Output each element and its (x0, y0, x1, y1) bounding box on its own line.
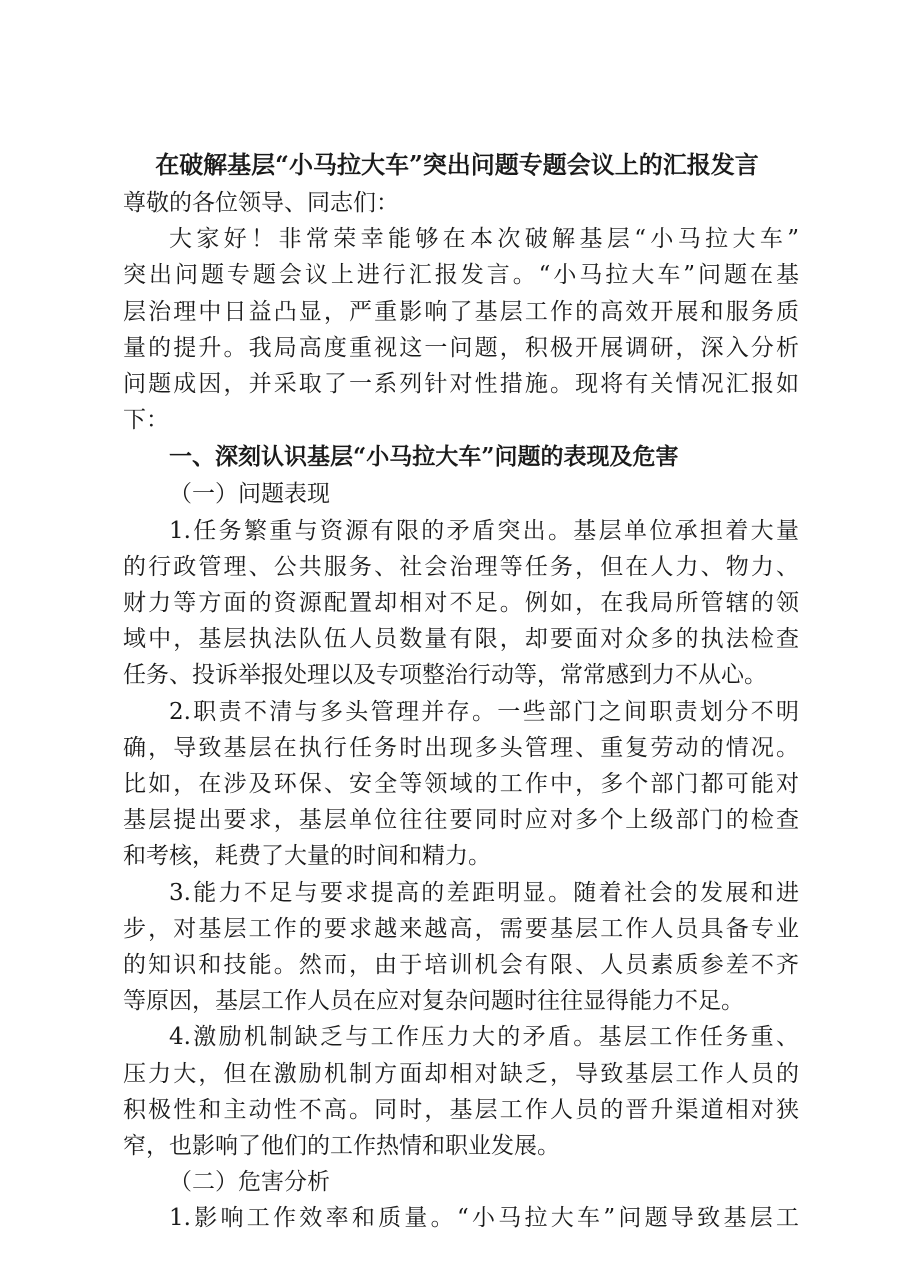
paragraph-line: 下： (123, 407, 169, 434)
paragraph-line: 积极性和主动性不高。同时，基层工作人员的晋升渠道相对狭 (123, 1096, 799, 1123)
paragraph-line: 1.影响工作效率和质量。“小马拉大车”问题导致基层工 (169, 1205, 799, 1232)
paragraph-line: 层治理中日益凸显，严重影响了基层工作的高效开展和服务质 (123, 298, 799, 325)
paragraph-line: 等原因，基层工作人员在应对复杂问题时往往显得能力不足。 (123, 988, 744, 1015)
paragraph-line: 窄，也影响了他们的工作热情和职业发展。 (123, 1133, 560, 1160)
item-paragraph-4 (123, 1019, 799, 1164)
paragraph-line: 基层提出要求，基层单位往往要同时应对多个上级部门的检查 (123, 807, 799, 834)
paragraph-line: 量的提升。我局高度重视这一问题，积极开展调研，深入分析 (123, 334, 799, 361)
section-heading: 一、深刻认识基层“小马拉大车”问题的表现及危害 (169, 443, 679, 471)
paragraph-line: 4.激励机制缺乏与工作压力大的矛盾。基层工作任务重、 (169, 1024, 799, 1051)
subsection-heading: （二）危害分析 (169, 1169, 330, 1196)
paragraph-line: 压力大，但在激励机制方面却相对缺乏，导致基层工作人员的 (123, 1060, 799, 1087)
paragraph-line: 比如，在涉及环保、安全等领域的工作中，多个部门都可能对 (123, 771, 799, 798)
paragraph-line: 财力等方面的资源配置却相对不足。例如，在我局所管辖的领 (123, 590, 799, 617)
paragraph-line: 问题成因，并采取了一系列针对性措施。现将有关情况汇报如 (123, 371, 799, 398)
item-paragraph-2 (123, 694, 799, 875)
paragraph-line: 1.任务繁重与资源有限的矛盾突出。基层单位承担着大量 (169, 517, 799, 544)
intro-paragraph (123, 221, 799, 438)
paragraph-line: 3.能力不足与要求提高的差距明显。随着社会的发展和进 (169, 879, 799, 906)
paragraph-line: 的知识和技能。然而，由于培训机会有限、人员素质参差不齐 (123, 952, 799, 979)
subsection-heading: （一）问题表现 (169, 481, 330, 508)
item-paragraph-5 (123, 1200, 799, 1236)
document-body (123, 145, 799, 1237)
paragraph-line: 任务、投诉举报处理以及专项整治行动等，常常感到力不从心。 (123, 662, 767, 689)
paragraph-line: 大家好！非常荣幸能够在本次破解基层“小马拉大车” (169, 226, 799, 253)
paragraph-line: 步，对基层工作的要求越来越高，需要基层工作人员具备专业 (123, 915, 799, 942)
paragraph-line: 域中，基层执法队伍人员数量有限，却要面对众多的执法检查 (123, 626, 799, 653)
paragraph-line: 突出问题专题会议上进行汇报发言。“小马拉大车”问题在基 (123, 262, 799, 289)
item-paragraph-3 (123, 875, 799, 1020)
paragraph-line: 的行政管理、公共服务、社会治理等任务，但在人力、物力、 (123, 553, 799, 580)
item-paragraph-1 (123, 513, 799, 694)
salutation: 尊敬的各位领导、同志们： (123, 190, 399, 216)
document-title: 在破解基层“小马拉大车”突出问题专题会议上的汇报发言 (155, 150, 759, 179)
paragraph-line: 确，导致基层在执行任务时出现多头管理、重复劳动的情况。 (123, 734, 799, 761)
paragraph-line: 2.职责不清与多头管理并存。一些部门之间职责划分不明 (169, 698, 799, 725)
paragraph-line: 和考核，耗费了大量的时间和精力。 (123, 843, 491, 870)
